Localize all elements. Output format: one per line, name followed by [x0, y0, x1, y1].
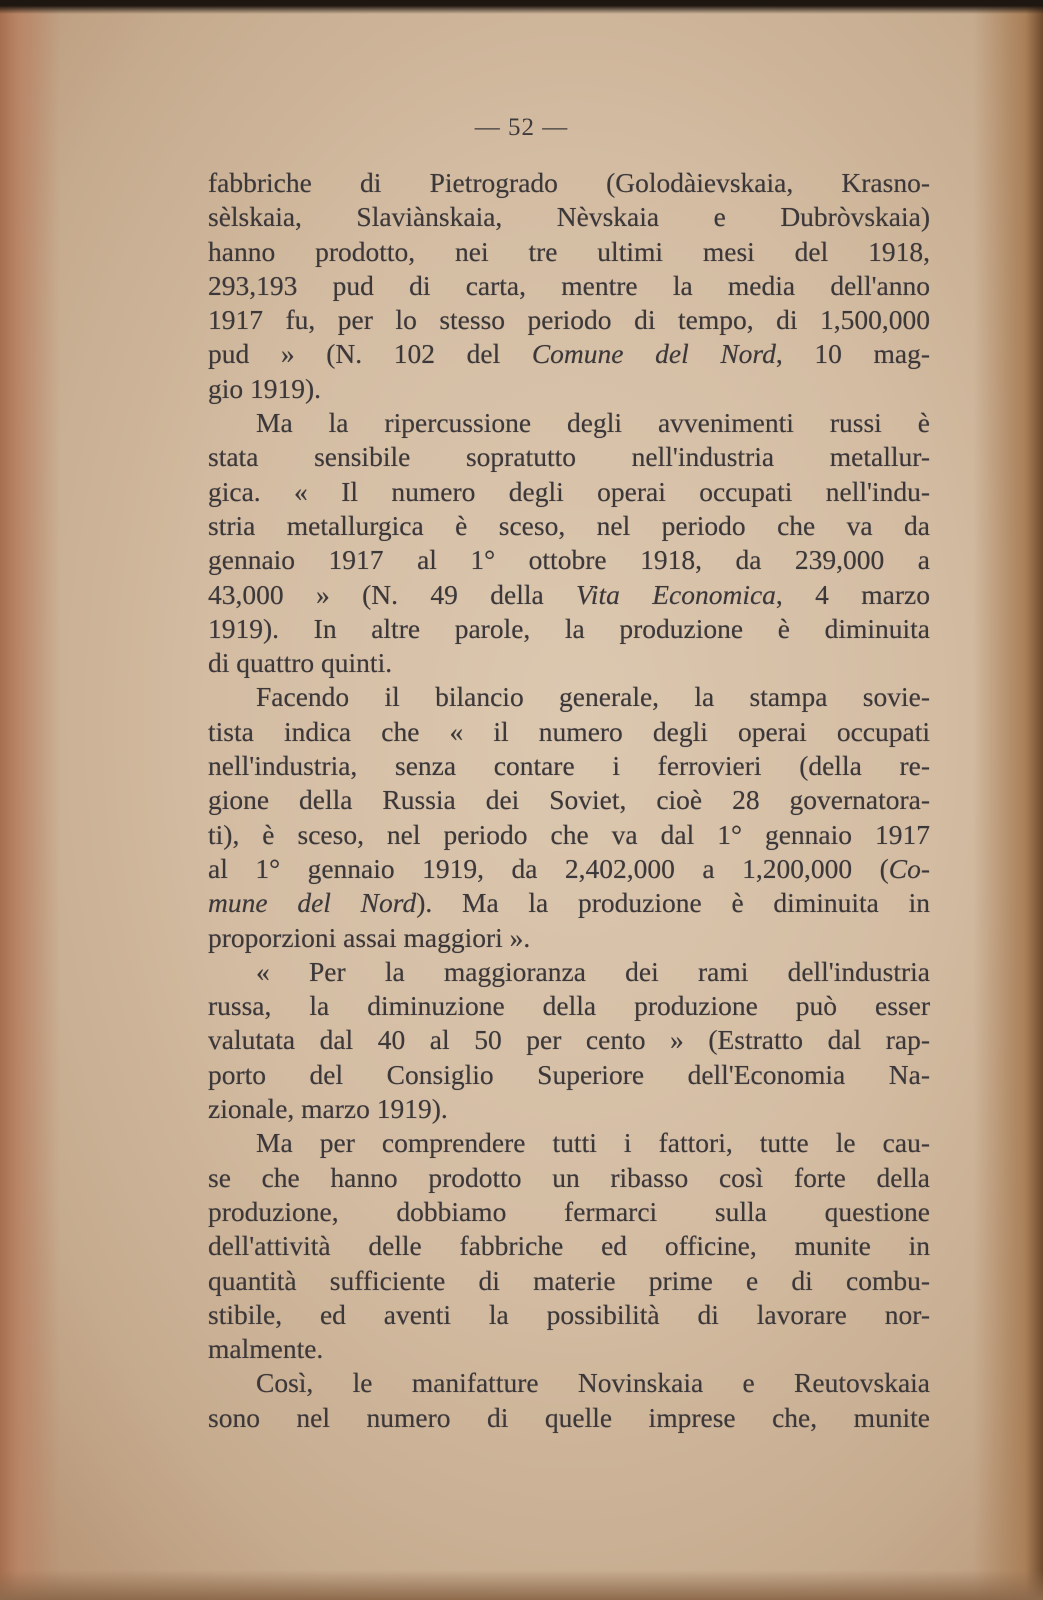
text-line	[208, 269, 930, 303]
text-line	[208, 235, 930, 269]
page-top-edge	[0, 0, 1043, 14]
text-run: fabbriche di Pietrogrado (Golodàievskaia, Krasno-	[208, 167, 930, 198]
text-line	[208, 715, 930, 749]
text-run: malmente.	[208, 1333, 324, 1365]
text-run: Facendo il bilancio generale, la stampa sovie-	[256, 681, 930, 713]
text-line	[208, 989, 930, 1023]
text-run: Ma per comprendere tutti i fattori, tutte le cau-	[256, 1127, 930, 1159]
text-run: Così, le manifatture Novinskaia e Reutovskaia	[256, 1367, 930, 1399]
text-run: « Per la maggioranza dei rami dell'industria	[256, 955, 930, 987]
text-run: proporzioni assai maggiori ».	[208, 921, 531, 953]
text-run: , 10 mag-	[775, 338, 930, 370]
italic-citation: Vita Economica	[576, 578, 776, 610]
text-run: produzione, dobbiamo fermarci sulla questione	[208, 1195, 930, 1227]
text-line	[208, 921, 930, 955]
text-run: di quattro quinti.	[208, 647, 393, 679]
text-line	[208, 1092, 930, 1126]
text-run: quantità sufficiente di materie prime e di combu-	[208, 1264, 930, 1296]
text-line	[208, 1229, 930, 1263]
text-run: stata sensibile sopratutto nell'industria metallur-	[208, 441, 930, 473]
text-run: dell'attività delle fabbriche ed officine, munite in	[208, 1230, 930, 1262]
text-line	[208, 749, 930, 783]
italic-citation: Comune del Nord	[531, 338, 776, 370]
text-line	[208, 955, 930, 989]
text-line	[208, 612, 930, 646]
text-line	[208, 1161, 930, 1195]
text-run: ). Ma la produzione è diminuita in	[416, 887, 930, 919]
text-line	[208, 440, 930, 474]
page-right-edge	[973, 0, 1043, 1600]
text-run: russa, la diminuzione della produzione può esser	[208, 990, 930, 1022]
text-line	[208, 200, 930, 234]
text-run: stibile, ed aventi la possibilità di lavorare nor-	[208, 1298, 930, 1330]
text-line	[208, 578, 930, 612]
text-line	[208, 646, 930, 680]
text-run: , 4 marzo	[775, 578, 930, 610]
text-line	[208, 818, 930, 852]
page-number: — 52 —	[474, 114, 569, 141]
text-line	[208, 543, 930, 577]
text-run: tista indica che « il numero degli operai occupati	[208, 715, 930, 747]
text-line	[208, 166, 930, 200]
text-line	[208, 783, 930, 817]
text-line	[208, 1264, 930, 1298]
text-run: hanno prodotto, nei tre ultimi mesi del 1918,	[208, 235, 930, 267]
text-run: 43,000 » (N. 49 della	[208, 578, 577, 610]
text-run: al 1° gennaio 1919, da 2,402,000 a 1,200,000 (	[208, 852, 889, 884]
text-run: sono nel numero di quelle imprese che, munite	[208, 1401, 930, 1433]
italic-citation: Co-	[888, 852, 930, 884]
body-text	[208, 166, 930, 1435]
text-run: 1917 fu, per lo stesso periodo di tempo, di 1,500,000	[208, 304, 930, 336]
text-run: stria metallurgica è sceso, nel periodo che va da	[208, 509, 930, 541]
text-line	[208, 886, 930, 920]
text-run: gennaio 1917 al 1° ottobre 1918, da 239,000 a	[208, 544, 930, 576]
text-run: Ma la ripercussione degli avvenimenti russi è	[256, 407, 930, 439]
text-run: 293,193 pud di carta, mentre la media dell'anno	[208, 269, 930, 301]
text-line	[208, 475, 930, 509]
text-run: gione della Russia dei Soviet, cioè 28 governatora-	[208, 784, 930, 816]
text-run: gica. « Il numero degli operai occupati nell'indu-	[208, 475, 930, 507]
text-run: sèlskaia, Slaviànskaia, Nèvskaia e Dubròvskaia)	[208, 201, 930, 233]
text-run: zionale, marzo 1919).	[208, 1093, 448, 1125]
text-line	[208, 509, 930, 543]
text-line	[208, 337, 930, 371]
text-run: gio 1919).	[208, 372, 322, 404]
text-line	[208, 680, 930, 714]
text-run: ti), è sceso, nel periodo che va dal 1° gennaio 1917	[208, 818, 930, 850]
page-left-edge	[0, 0, 60, 1600]
italic-citation: mune del Nord	[208, 887, 417, 919]
text-line	[208, 1298, 930, 1332]
text-line	[208, 1366, 930, 1400]
text-line	[208, 303, 930, 337]
text-line	[208, 1195, 930, 1229]
text-line	[208, 406, 930, 440]
text-line	[208, 372, 930, 406]
text-line	[208, 852, 930, 886]
page-bottom-edge	[0, 1570, 1043, 1600]
text-line	[208, 1126, 930, 1160]
text-run: nell'industria, senza contare i ferrovieri (della re-	[208, 750, 930, 782]
text-run: se che hanno prodotto un ribasso così forte della	[208, 1161, 930, 1193]
text-line	[208, 1401, 930, 1435]
text-line	[208, 1023, 930, 1057]
text-line	[208, 1058, 930, 1092]
text-run: porto del Consiglio Superiore dell'Economia Na-	[208, 1058, 930, 1090]
text-run: pud » (N. 102 del	[208, 338, 532, 370]
text-line	[208, 1332, 930, 1366]
text-run: 1919). In altre parole, la produzione è diminuita	[208, 612, 930, 644]
text-run: valutata dal 40 al 50 per cento » (Estratto dal rap-	[208, 1024, 930, 1056]
